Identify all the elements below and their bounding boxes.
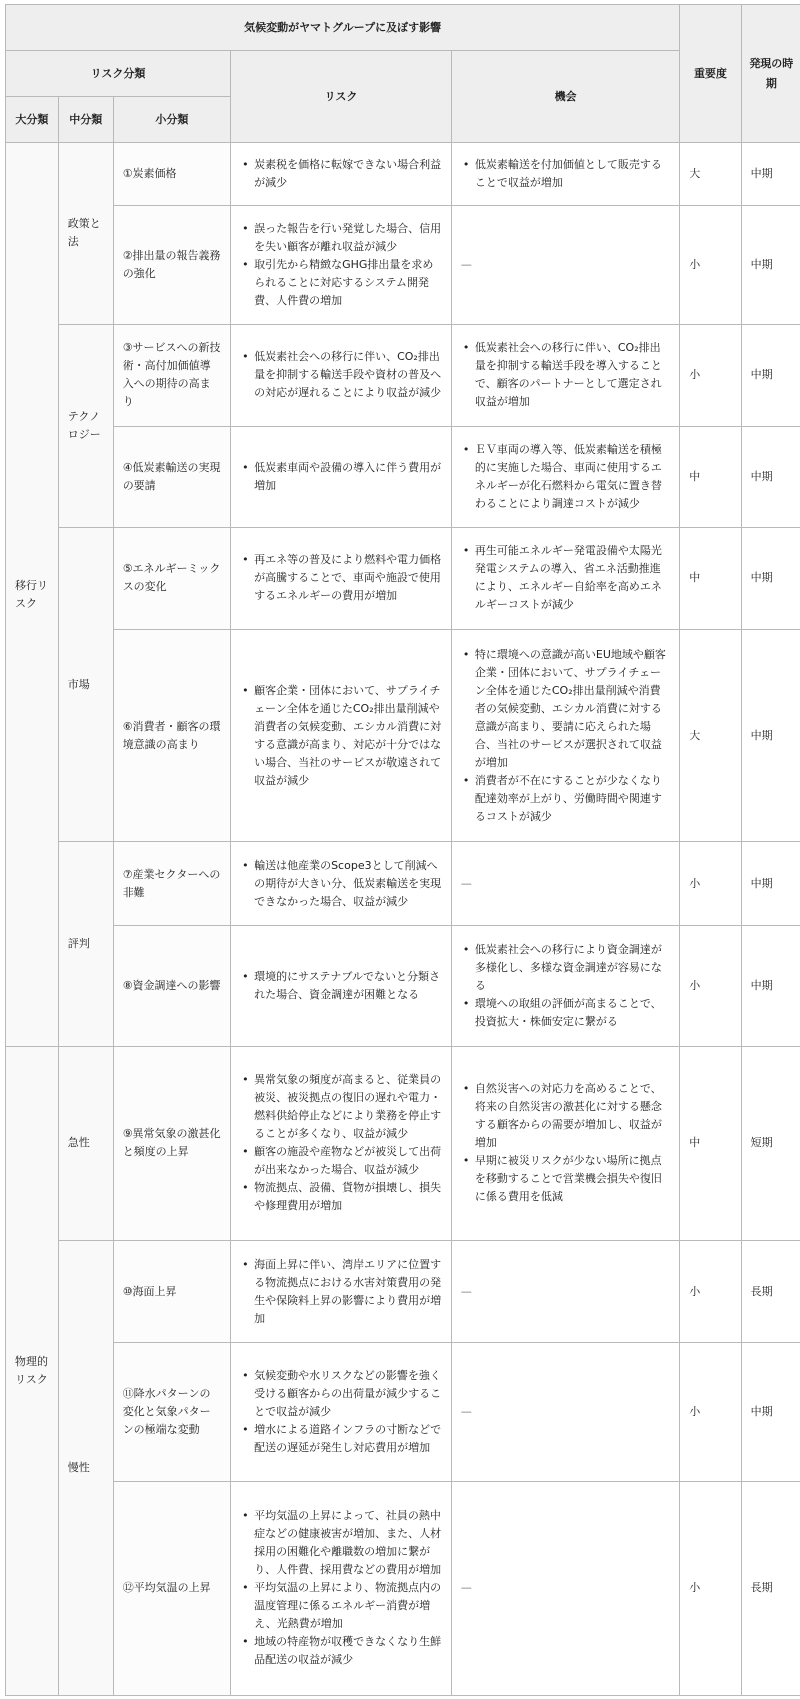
risk-header: リスク xyxy=(231,51,452,143)
minor-category: ⑥消費者・顧客の環境意識の高まり xyxy=(113,630,230,842)
risk-item: • 顧客企業・団体において、サプライチェーン全体を通じたCO₂排出量削減や消費者の気候変動、エシカル消費に対する意識が高まり、対応が十分ではない場合、当社のサービスが敬遠されて収益が減少 xyxy=(254,682,442,790)
risk-item: • 地域の特産物が収穫できなくなり生鮮品配送の収益が減少 xyxy=(254,1633,442,1669)
timing-value: 中期 xyxy=(741,206,800,324)
middle-category-technology: テクノロジー xyxy=(58,324,113,527)
risk-item: • 炭素税を価格に転嫁できない場合利益が減少 xyxy=(254,156,442,192)
minor-category: ⑤エネルギーミックスの変化 xyxy=(113,527,230,629)
importance-value: 小 xyxy=(680,206,741,324)
risk-cell xyxy=(231,206,452,324)
timing-value: 中期 xyxy=(741,143,800,206)
timing-header: 発現の時期 xyxy=(741,5,800,143)
risk-item: • 顧客の施設や産物などが被災して出荷が出来なかった場合、収益が減少 xyxy=(254,1143,442,1179)
opportunity-none: — xyxy=(451,842,679,925)
opportunity-cell xyxy=(451,324,679,426)
risk-item: • 低炭素車両や設備の導入に伴う費用が増加 xyxy=(254,459,442,495)
timing-value: 長期 xyxy=(741,1241,800,1343)
opportunity-item: • 自然災害への対応力を高めることで、将来の自然災害の激甚化に対する懸念する顧客からの需要が増加し、収益が増加 xyxy=(475,1080,670,1152)
table-row xyxy=(6,925,800,1046)
timing-value: 中期 xyxy=(741,324,800,426)
table-row xyxy=(6,324,800,426)
header-row-title xyxy=(6,5,800,51)
opportunity-cell xyxy=(451,426,679,527)
opportunity-none: — xyxy=(451,206,679,324)
major-category-physical: 物理的リスク xyxy=(6,1046,59,1695)
risk-cell xyxy=(231,324,452,426)
minor-category: ⑫平均気温の上昇 xyxy=(113,1481,230,1695)
table-row xyxy=(6,842,800,925)
importance-value: 小 xyxy=(680,1481,741,1695)
timing-value: 短期 xyxy=(741,1046,800,1240)
middle-category-market: 市場 xyxy=(58,527,113,842)
risk-cell xyxy=(231,143,452,206)
risk-item: • 気候変動や水リスクなどの影響を強く受ける顧客からの出荷量が減少することで収益が減少 xyxy=(254,1367,442,1421)
importance-value: 小 xyxy=(680,324,741,426)
risk-item: • 異常気象の頻度が高まると、従業員の被災、被災拠点の復旧の遅れや電力・燃料供給停止などにより業務を停止することが多くなり、収益が減少 xyxy=(254,1071,442,1143)
timing-value: 中期 xyxy=(741,842,800,925)
risk-item: • 平均気温の上昇によって、社員の熱中症などの健康被害が増加、また、人材採用の困難化や離職数の増加に繋がり、人件費、採用費などの費用が増加 xyxy=(254,1507,442,1579)
opportunity-item: • 早期に被災リスクが少ない場所に拠点を移動することで営業機会損失や復旧に係る費用を低減 xyxy=(475,1152,670,1206)
importance-value: 中 xyxy=(680,426,741,527)
minor-header: 小分類 xyxy=(113,97,230,143)
risk-item: • 環境的にサステナブルでないと分類された場合、資金調達が困難となる xyxy=(254,968,442,1004)
opportunity-item: • 低炭素社会への移行に伴い、CO₂排出量を抑制する輸送手段を導入することで、顧客のパートナーとして選定され収益が増加 xyxy=(475,339,670,411)
timing-value: 長期 xyxy=(741,1481,800,1695)
timing-value: 中期 xyxy=(741,925,800,1046)
risk-item: • 誤った報告を行い発覚した場合、信用を失い顧客が離れ収益が減少 xyxy=(254,220,442,256)
risk-item: • 物流拠点、設備、貨物が損壊し、損失や修理費用が増加 xyxy=(254,1179,442,1215)
importance-value: 小 xyxy=(680,925,741,1046)
opportunity-none: — xyxy=(451,1481,679,1695)
risk-item: • 増水による道路インフラの寸断などで配送の遅延が発生し対応費用が増加 xyxy=(254,1421,442,1457)
middle-header: 中分類 xyxy=(58,97,113,143)
risk-cell xyxy=(231,925,452,1046)
timing-value: 中期 xyxy=(741,630,800,842)
minor-category: ⑪降水パターンの変化と気象パターンの極端な変動 xyxy=(113,1343,230,1481)
importance-value: 中 xyxy=(680,527,741,629)
opportunity-item: • ＥＶ車両の導入等、低炭素輸送を積極的に実施した場合、車両に使用するエネルギーが化石燃料から電気に置き替わることにより調達コストが減少 xyxy=(475,441,670,513)
table-row xyxy=(6,1481,800,1695)
major-category-transition: 移行リスク xyxy=(6,143,59,1047)
risk-cell xyxy=(231,1046,452,1240)
table-title: 気候変動がヤマトグループに及ぼす影響 xyxy=(6,5,680,51)
minor-category: ②排出量の報告義務の強化 xyxy=(113,206,230,324)
risk-item: • 取引先から精緻なGHG排出量を求められることに対応するシステム開発費、人件費の増加 xyxy=(254,256,442,310)
minor-category: ⑦産業セクターへの非難 xyxy=(113,842,230,925)
risk-cell xyxy=(231,527,452,629)
importance-value: 小 xyxy=(680,1241,741,1343)
importance-value: 小 xyxy=(680,842,741,925)
risk-item: • 平均気温の上昇により、物流拠点内の温度管理に係るエネルギー消費が増え、光熱費が増加 xyxy=(254,1579,442,1633)
risk-cell xyxy=(231,1241,452,1343)
opportunity-header: 機会 xyxy=(451,51,679,143)
risk-item: • 低炭素社会への移行に伴い、CO₂排出量を抑制する輸送手段や資材の普及への対応が遅れることにより収益が減少 xyxy=(254,348,442,402)
risk-cell xyxy=(231,426,452,527)
table-row xyxy=(6,206,800,324)
table-row xyxy=(6,426,800,527)
opportunity-cell xyxy=(451,1046,679,1240)
climate-risk-table xyxy=(5,4,800,1696)
risk-item: • 海面上昇に伴い、湾岸エリアに位置する物流拠点における水害対策費用の発生や保険料上昇の影響により費用が増加 xyxy=(254,1256,442,1328)
opportunity-cell xyxy=(451,527,679,629)
middle-category-acute: 急性 xyxy=(58,1046,113,1240)
importance-value: 大 xyxy=(680,143,741,206)
risk-cell xyxy=(231,1481,452,1695)
major-header: 大分類 xyxy=(6,97,59,143)
table-row xyxy=(6,527,800,629)
minor-category: ①炭素価格 xyxy=(113,143,230,206)
timing-value: 中期 xyxy=(741,527,800,629)
risk-cell xyxy=(231,630,452,842)
risk-item: • 輸送は他産業のScope3として削減への期待が大きい分、低炭素輸送を実現できなかった場合、収益が減少 xyxy=(254,857,442,911)
opportunity-cell xyxy=(451,143,679,206)
opportunity-cell xyxy=(451,630,679,842)
middle-category-chronic: 慢性 xyxy=(58,1241,113,1696)
opportunity-none: — xyxy=(451,1241,679,1343)
risk-classification-header: リスク分類 xyxy=(6,51,231,97)
opportunity-item: • 再生可能エネルギー発電設備や太陽光発電システムの導入、省エネ活動推進により、エネルギー自給率を高めエネルギーコストが減少 xyxy=(475,542,670,614)
table-row xyxy=(6,1046,800,1240)
middle-category-reputation: 評判 xyxy=(58,842,113,1046)
opportunity-item: • 消費者が不在にすることが少なくなり配達効率が上がり、労働時間や関連するコストが減少 xyxy=(475,772,670,826)
minor-category: ④低炭素輸送の実現の要請 xyxy=(113,426,230,527)
middle-category-policy: 政策と法 xyxy=(58,143,113,324)
timing-value: 中期 xyxy=(741,426,800,527)
importance-header: 重要度 xyxy=(680,5,741,143)
timing-value: 中期 xyxy=(741,1343,800,1481)
opportunity-item: • 環境への取組の評価が高まることで、投資拡大・株価安定に繋がる xyxy=(475,995,670,1031)
table-row xyxy=(6,1343,800,1481)
opportunity-item: • 特に環境への意識が高いEU地域や顧客企業・団体において、サプライチェーン全体を通じたCO₂排出量削減や消費者の気候変動、エシカル消費に対する意識が高まり、要請に応えられた場合、当社のサービスが選択されて収益が増加 xyxy=(475,646,670,772)
risk-item: • 再エネ等の普及により燃料や電力価格が高騰することで、車両や施設で使用するエネルギーの費用が増加 xyxy=(254,551,442,605)
opportunity-item: • 低炭素社会への移行により資金調達が多様化し、多様な資金調達が容易になる xyxy=(475,941,670,995)
opportunity-item: • 低炭素輸送を付加価値として販売することで収益が増加 xyxy=(475,156,670,192)
minor-category: ⑩海面上昇 xyxy=(113,1241,230,1343)
minor-category: ③サービスへの新技術・高付加価値導入への期待の高まり xyxy=(113,324,230,426)
importance-value: 中 xyxy=(680,1046,741,1240)
minor-category: ⑨異常気象の激甚化と頻度の上昇 xyxy=(113,1046,230,1240)
importance-value: 大 xyxy=(680,630,741,842)
table-row xyxy=(6,1241,800,1343)
table-row xyxy=(6,143,800,206)
risk-cell xyxy=(231,842,452,925)
opportunity-cell xyxy=(451,925,679,1046)
table-row xyxy=(6,630,800,842)
opportunity-none: — xyxy=(451,1343,679,1481)
risk-cell xyxy=(231,1343,452,1481)
minor-category: ⑧資金調達への影響 xyxy=(113,925,230,1046)
importance-value: 小 xyxy=(680,1343,741,1481)
